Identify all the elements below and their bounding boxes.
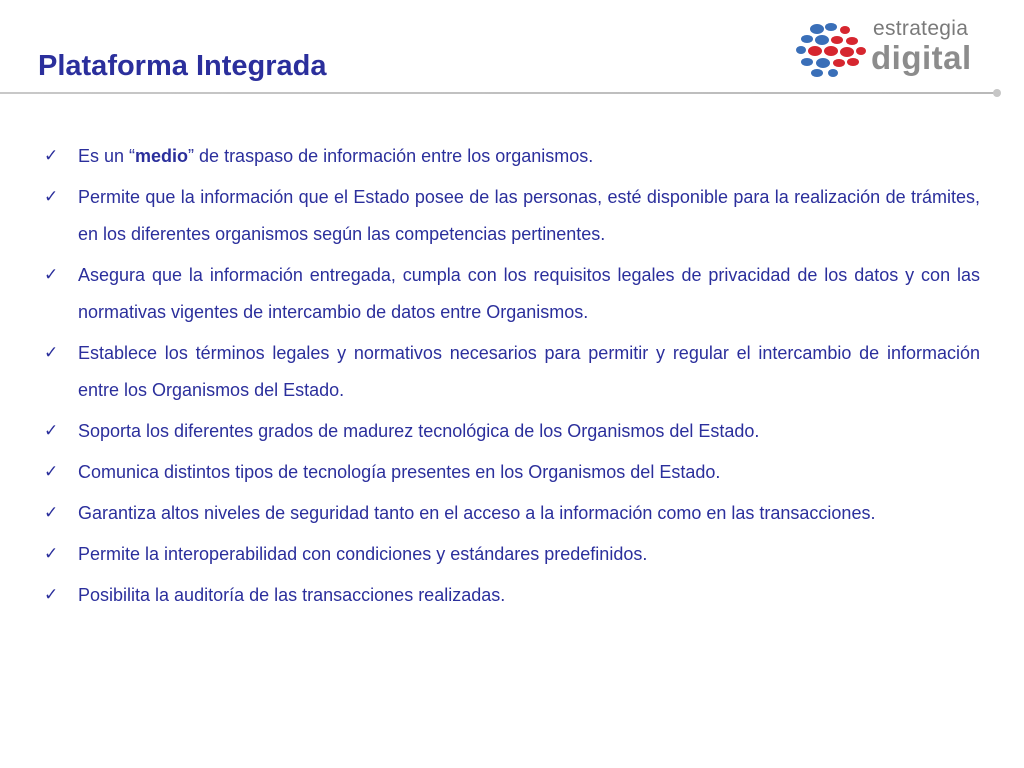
bullet-list [40, 138, 980, 618]
checkmark-icon: ✓ [44, 544, 59, 564]
checkmark-icon: ✓ [44, 146, 59, 166]
bullet-text: Permite la interoperabilidad con condiciones y estándares predefinidos. [78, 544, 648, 564]
bullet-item [40, 179, 980, 253]
slide-title: Plataforma Integrada [38, 50, 327, 82]
checkmark-icon: ✓ [44, 265, 59, 285]
bullet-text: Permite que la información que el Estado posee de las personas, esté disponible para la realización de trámites, en los diferentes organismos según las competencias pertinentes. [78, 187, 980, 244]
bullet-item [40, 257, 980, 331]
checkmark-icon: ✓ [44, 462, 59, 482]
bullet-item [40, 413, 980, 450]
divider-end-dot [993, 89, 1001, 97]
title-divider [0, 92, 994, 94]
bullet-text: Garantiza altos niveles de seguridad tanto en el acceso a la información como en las transacciones. [78, 503, 876, 523]
logo-wordmark-bottom: digital [871, 39, 972, 76]
checkmark-icon: ✓ [44, 187, 59, 207]
bullet-text-bold: medio [135, 146, 189, 166]
bullet-text: Asegura que la información entregada, cumpla con los requisitos legales de privacidad de los datos y con las normativas vigentes de intercambio de datos entre Organismos. [78, 265, 980, 322]
bullet-item [40, 577, 980, 614]
bullet-text: Establece los términos legales y normativos necesarios para permitir y regular el intercambio de información entre los Organismos del Estado. [78, 343, 980, 400]
checkmark-icon: ✓ [44, 503, 59, 523]
estrategia-digital-logo [795, 18, 985, 82]
checkmark-icon: ✓ [44, 421, 59, 441]
bullet-item [40, 536, 980, 573]
bullet-item [40, 454, 980, 491]
checkmark-icon: ✓ [44, 585, 59, 605]
bullet-text-pre: Es un “ [78, 146, 136, 166]
bullet-text: Soporta los diferentes grados de madurez tecnológica de los Organismos del Estado. [78, 421, 760, 441]
bullet-text: Posibilita la auditoría de las transacciones realizadas. [78, 585, 506, 605]
logo-wordmark-top: estrategia [873, 17, 969, 40]
checkmark-icon: ✓ [44, 343, 59, 363]
bullet-item [40, 138, 980, 175]
bullet-text: Comunica distintos tipos de tecnología presentes en los Organismos del Estado. [78, 462, 721, 482]
bullet-item [40, 335, 980, 409]
bullet-item [40, 495, 980, 532]
bullet-text-post: ” de traspaso de información entre los organismos. [188, 146, 594, 166]
dot-cluster-logo-icon [795, 21, 867, 79]
